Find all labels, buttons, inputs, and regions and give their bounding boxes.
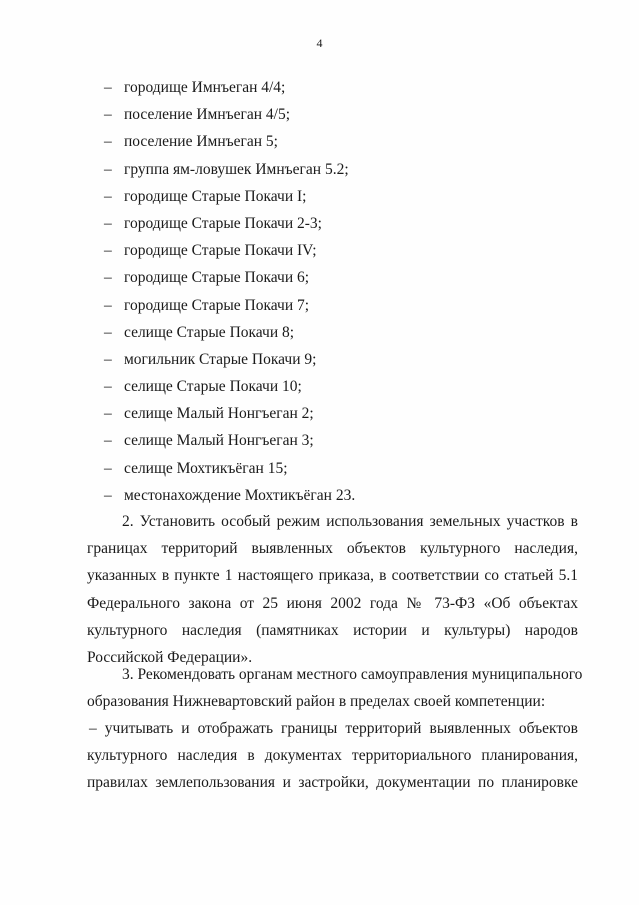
paragraph-2-special-regime: [87, 508, 578, 671]
list-dash: –: [104, 296, 112, 314]
list-dash: –: [104, 242, 112, 260]
list-item: [104, 405, 355, 432]
list-item: [104, 297, 355, 324]
paragraph-4-subitem: [87, 715, 578, 797]
heritage-sites-list: [104, 79, 355, 514]
list-dash: –: [104, 106, 112, 124]
list-item: [104, 215, 355, 242]
list-dash: –: [104, 486, 112, 504]
list-dash: –: [104, 323, 112, 341]
list-dash: –: [104, 405, 112, 423]
list-item-text: городище Старые Покачи I;: [124, 187, 307, 205]
paragraph-3-recommendation: [87, 661, 583, 715]
list-dash: –: [104, 378, 112, 396]
list-dash: –: [104, 459, 112, 477]
list-item-text: селище Старые Покачи 8;: [124, 323, 295, 341]
list-item: [104, 269, 355, 296]
paragraph-line: 2. Установить особый режим использования земельных участков в: [122, 513, 578, 530]
list-dash: –: [104, 160, 112, 178]
list-item: [104, 242, 355, 269]
paragraph-line: культурного наследия в документах территориального планирования,: [87, 747, 578, 765]
list-dash: –: [104, 187, 112, 205]
paragraph-line: Федерального закона от 25 июня 2002 года № 73-ФЗ «Об объектах: [87, 594, 578, 612]
list-item-text: селище Малый Нонгъеган 3;: [124, 432, 314, 450]
paragraph-line: указанных в пункте 1 настоящего приказа, в соответствии со статьей 5.1: [87, 567, 578, 585]
paragraph-line: границах территорий выявленных объектов культурного наследия,: [87, 540, 578, 558]
list-item-text: селище Мохтикъёган 15;: [124, 459, 288, 477]
list-dash: –: [104, 350, 112, 368]
list-item: [104, 378, 355, 405]
list-item: [104, 460, 355, 487]
list-item: [104, 324, 355, 351]
list-dash: –: [104, 214, 112, 232]
list-item: [104, 133, 355, 160]
list-item-text: местонахождение Мохтикъёган 23.: [124, 486, 356, 504]
list-item-text: городище Старые Покачи 2-3;: [124, 214, 322, 232]
list-item: [104, 106, 355, 133]
list-item: [104, 432, 355, 459]
list-item: [104, 79, 355, 106]
list-item: [104, 351, 355, 378]
list-item-text: селище Малый Нонгъеган 2;: [124, 405, 314, 423]
paragraph-line: образования Нижневартовский район в пределах своей компетенции:: [87, 693, 546, 711]
list-item-text: могильник Старые Покачи 9;: [124, 350, 317, 368]
list-item-text: поселение Имнъеган 4/5;: [124, 106, 291, 124]
page-number: 4: [316, 36, 323, 50]
paragraph-line: культурного наследия (памятниках истории и культуры) народов: [87, 621, 578, 639]
list-item-text: селище Старые Покачи 10;: [124, 378, 302, 396]
paragraph-line: правилах землепользования и застройки, документации по планировке: [87, 774, 578, 792]
list-item-text: поселение Имнъеган 5;: [124, 133, 278, 151]
paragraph-line: Российской Федерации».: [87, 649, 253, 667]
list-item-text: группа ям-ловушек Имнъеган 5.2;: [124, 160, 349, 178]
list-dash: –: [104, 269, 112, 287]
list-dash: –: [104, 432, 112, 450]
list-dash: –: [104, 79, 112, 96]
list-item-text: городище Имнъеган 4/4;: [124, 79, 286, 96]
list-item-text: городище Старые Покачи IV;: [124, 242, 317, 260]
list-item: [104, 188, 355, 215]
list-item: [104, 161, 355, 188]
paragraph-line: – учитывать и отображать границы территорий выявленных объектов: [89, 720, 578, 737]
list-item-text: городище Старые Покачи 7;: [124, 296, 310, 314]
paragraph-line: 3. Рекомендовать органам местного самоуправления муниципального: [122, 666, 583, 683]
list-dash: –: [104, 133, 112, 151]
list-item-text: городище Старые Покачи 6;: [124, 269, 310, 287]
